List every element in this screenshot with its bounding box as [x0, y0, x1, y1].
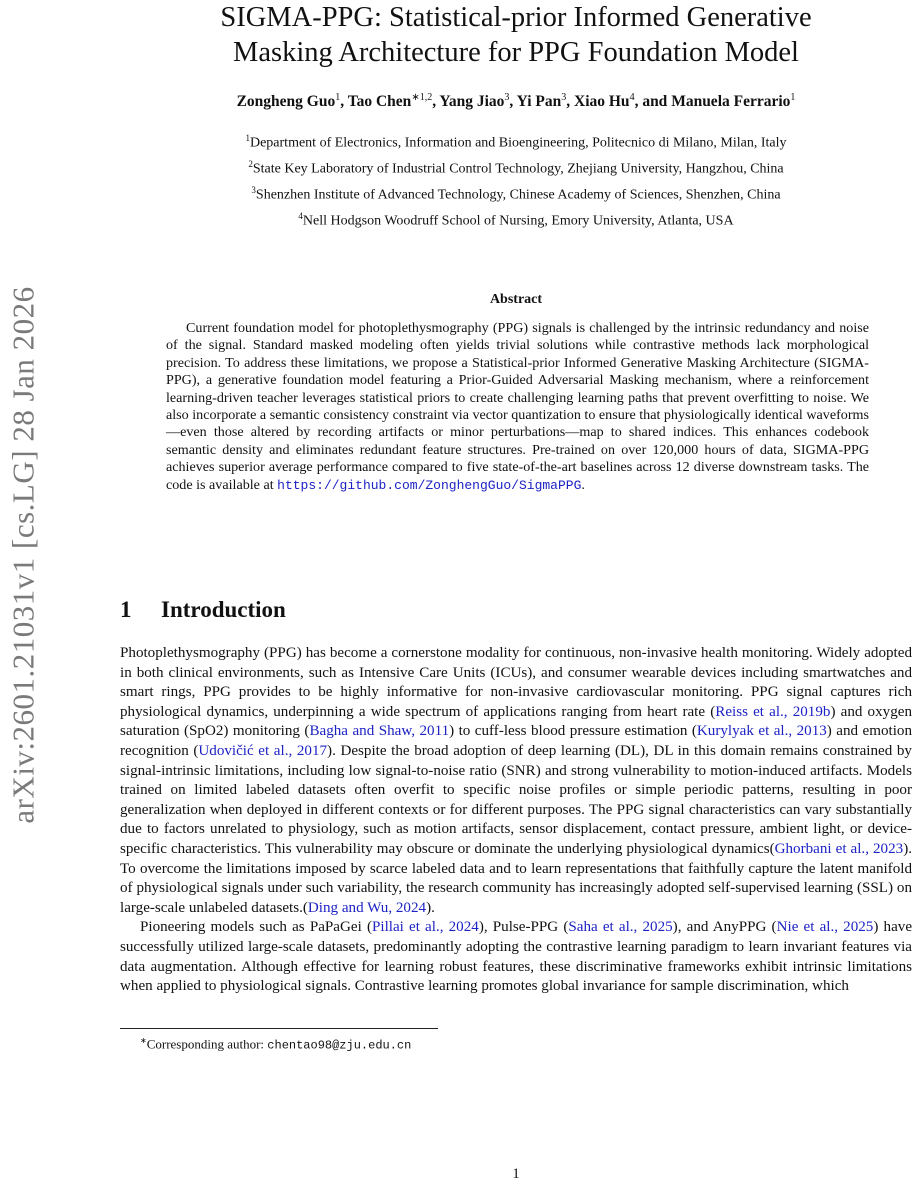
- affiliation: $^2$State Key Laboratory of Industrial Control Technology, Zhejiang University, Hangzhou, China: [248, 159, 784, 177]
- code-link[interactable]: https://github.com/ZonghengGuo/SigmaPPG: [277, 477, 582, 493]
- author-affiliation-marker: 1: [790, 92, 796, 103]
- citation-link[interactable]: Saha et al., 2025: [568, 919, 673, 936]
- abstract-heading: Abstract: [489, 292, 543, 307]
- affiliation: $^1$Department of Electronics, Information and Bioengineering, Politecnico di Milano, Milan, Italy: [245, 133, 787, 151]
- author-affiliation-marker: 1: [335, 92, 341, 103]
- author-affiliation-marker: 3: [561, 92, 567, 103]
- affiliation-marker: 4: [298, 211, 303, 222]
- citation-link[interactable]: Reiss et al., 2019b: [715, 703, 831, 720]
- author-affiliation-marker: 4: [629, 92, 635, 103]
- arxiv-side-stamp: [6, 230, 42, 880]
- abstract-body: Current foundation model for photoplethysmography (PPG) signals is challenged by the intrinsic redundancy and noise of the signal. Standard masked modeling often yields trivial solutions while contrastive methods lack morphological precision. To address these limitations, we propose a Statistical-prior Informed Generative Masking Architecture (SIGMA-PPG), a generative foundation model featuring a Prior-Guided Adversarial Masking mechanism, where a reinforcement learning-driven teacher leverages statistical priors to create challenging learning paths that prevent overfitting to noise. We also incorporate a semantic consistency constraint via vector quantization to ensure that physiologically identical waveforms—even those altered by recording artifacts or minor perturbations—map to shared indices. This enhances codebook semantic density and eliminates redundant feature structures. Pre-trained on over 120,000 hours of data, SIGMA-PPG achieves superior average performance compared to five state-of-the-art baselines across 12 diverse downstream tasks. The code is available at https://github.com/ZonghengGuo/SigmaPPG.: [166, 320, 869, 493]
- paper-title: [120, 0, 912, 70]
- author-name: Yi Pan: [516, 93, 562, 111]
- paragraph: Photoplethysmography (PPG) has become a cornerstone modality for continuous, non-invasive health monitoring. Widely adopted in both clinical environments, such as Intensive Care Units (ICUs), and consumer wearable devices including smartwatches and smart rings, PPG provides to be highly informative for non-invasive cardiovascular monitoring. PPG signal captures rich physiological dynamics, underpinning a wide spectrum of applications ranging from heart rate (Reiss et al., 2019b) and oxygen saturation (SpO2) monitoring (Bagha and Shaw, 2011) to cuff-less blood pressure estimation (Kurylyak et al., 2013) and emotion recognition (Udovičić et al., 2017). Despite the broad adoption of deep learning (DL), DL in this domain remains constrained by signal-intrinsic limitations, including low signal-to-noise ratio (SNR) and strong vulnerability to motion-induced artifacts. Models trained on limited labeled datasets often overfit to specific noise profiles or simple periodic patterns, resulting in poor generalization when deployed in different contexts or for different purposes. The PPG signal characteristics can vary substantially due to factors unrelated to physiology, such as motion artifacts, sensor displacement, contact pressure, ambient light, or device-specific characteristics. This vulnerability may obscure or dominate the underlying physiological dynamics(Ghorbani et al., 2023). To overcome the limitations imposed by scarce labeled data and to learn representations that faithfully capture the latent manifold of physiological signals under such variability, the research community has increasingly adopted self-supervised learning (SSL) on large-scale unlabeled datasets.(Ding and Wu, 2024).: [120, 645, 912, 916]
- affiliation: $^3$Shenzhen Institute of Advanced Technology, Chinese Academy of Sciences, Shenzhen, China: [251, 185, 781, 203]
- citation-link[interactable]: Pillai et al., 2024: [371, 919, 479, 936]
- affiliation-marker: 2: [248, 159, 253, 170]
- section-heading: [120, 597, 286, 623]
- author-name: Tao Chen: [347, 93, 412, 111]
- author-name: Manuela Ferrario: [671, 93, 791, 111]
- affiliation: $^4$Nell Hodgson Woodruff School of Nursing, Emory University, Atlanta, USA: [298, 211, 734, 230]
- section-body: [120, 644, 912, 997]
- author-name: Yang Jiao: [439, 93, 505, 111]
- author-name: Xiao Hu: [574, 93, 630, 111]
- author-affiliation-marker: 3: [504, 92, 510, 103]
- author-list: Zongheng Guo$^1$, Tao Chen$^{∗1,2}$, Yang Jiao$^3$, Yi Pan$^3$, Xiao Hu$^4$, and Manuela Ferrario$^1$: [236, 92, 796, 111]
- affiliation-marker: 3: [251, 185, 256, 196]
- citation-link[interactable]: Udovičić et al., 2017: [198, 742, 328, 759]
- title-line-1: SIGMA-PPG: Statistical-prior Informed Generative: [220, 2, 812, 33]
- citation-link[interactable]: Nie et al., 2025: [776, 919, 874, 936]
- author-email[interactable]: chentao98@zju.edu.cn: [267, 1038, 412, 1053]
- citation-link[interactable]: Bagha and Shaw, 2011: [309, 723, 450, 740]
- affiliation-list: [120, 128, 912, 233]
- section-number: 1: [120, 597, 132, 622]
- paper-page: [120, 0, 913, 1182]
- affiliation-marker: 1: [245, 133, 250, 143]
- author-name: Zongheng Guo: [236, 93, 336, 111]
- citation-link[interactable]: Kurylyak et al., 2013: [696, 723, 827, 740]
- arxiv-identifier: arXiv:2601.21031v1 [cs.LG] 28 Jan 2026: [6, 286, 41, 824]
- citation-link[interactable]: Ghorbani et al., 2023: [774, 840, 904, 857]
- citation-link[interactable]: Ding and Wu, 2024: [307, 899, 427, 916]
- footnote-rule: [120, 1028, 438, 1029]
- section-title: Introduction: [161, 597, 286, 622]
- page-number: 1: [512, 1166, 520, 1182]
- title-line-2: Masking Architecture for PPG Foundation Model: [233, 37, 799, 68]
- paragraph: Pioneering models such as PaPaGei (Pillai et al., 2024), Pulse-PPG (Saha et al., 2025), and AnyPPG (Nie et al., 2025) have successfully utilized large-scale datasets, predominantly adopting the contrastive learning paradigm to learn invariant features via data augmentation. Although effective for learning robust features, these discriminative frameworks exhibit intrinsic limitations when applied to physiological signals. Contrastive learning promotes global invariance for sample discrimination, which: [120, 919, 913, 995]
- footnote: ∗Corresponding author: chentao98@zju.edu.cn: [140, 1036, 412, 1053]
- author-affiliation-marker: ∗1,2: [411, 92, 433, 103]
